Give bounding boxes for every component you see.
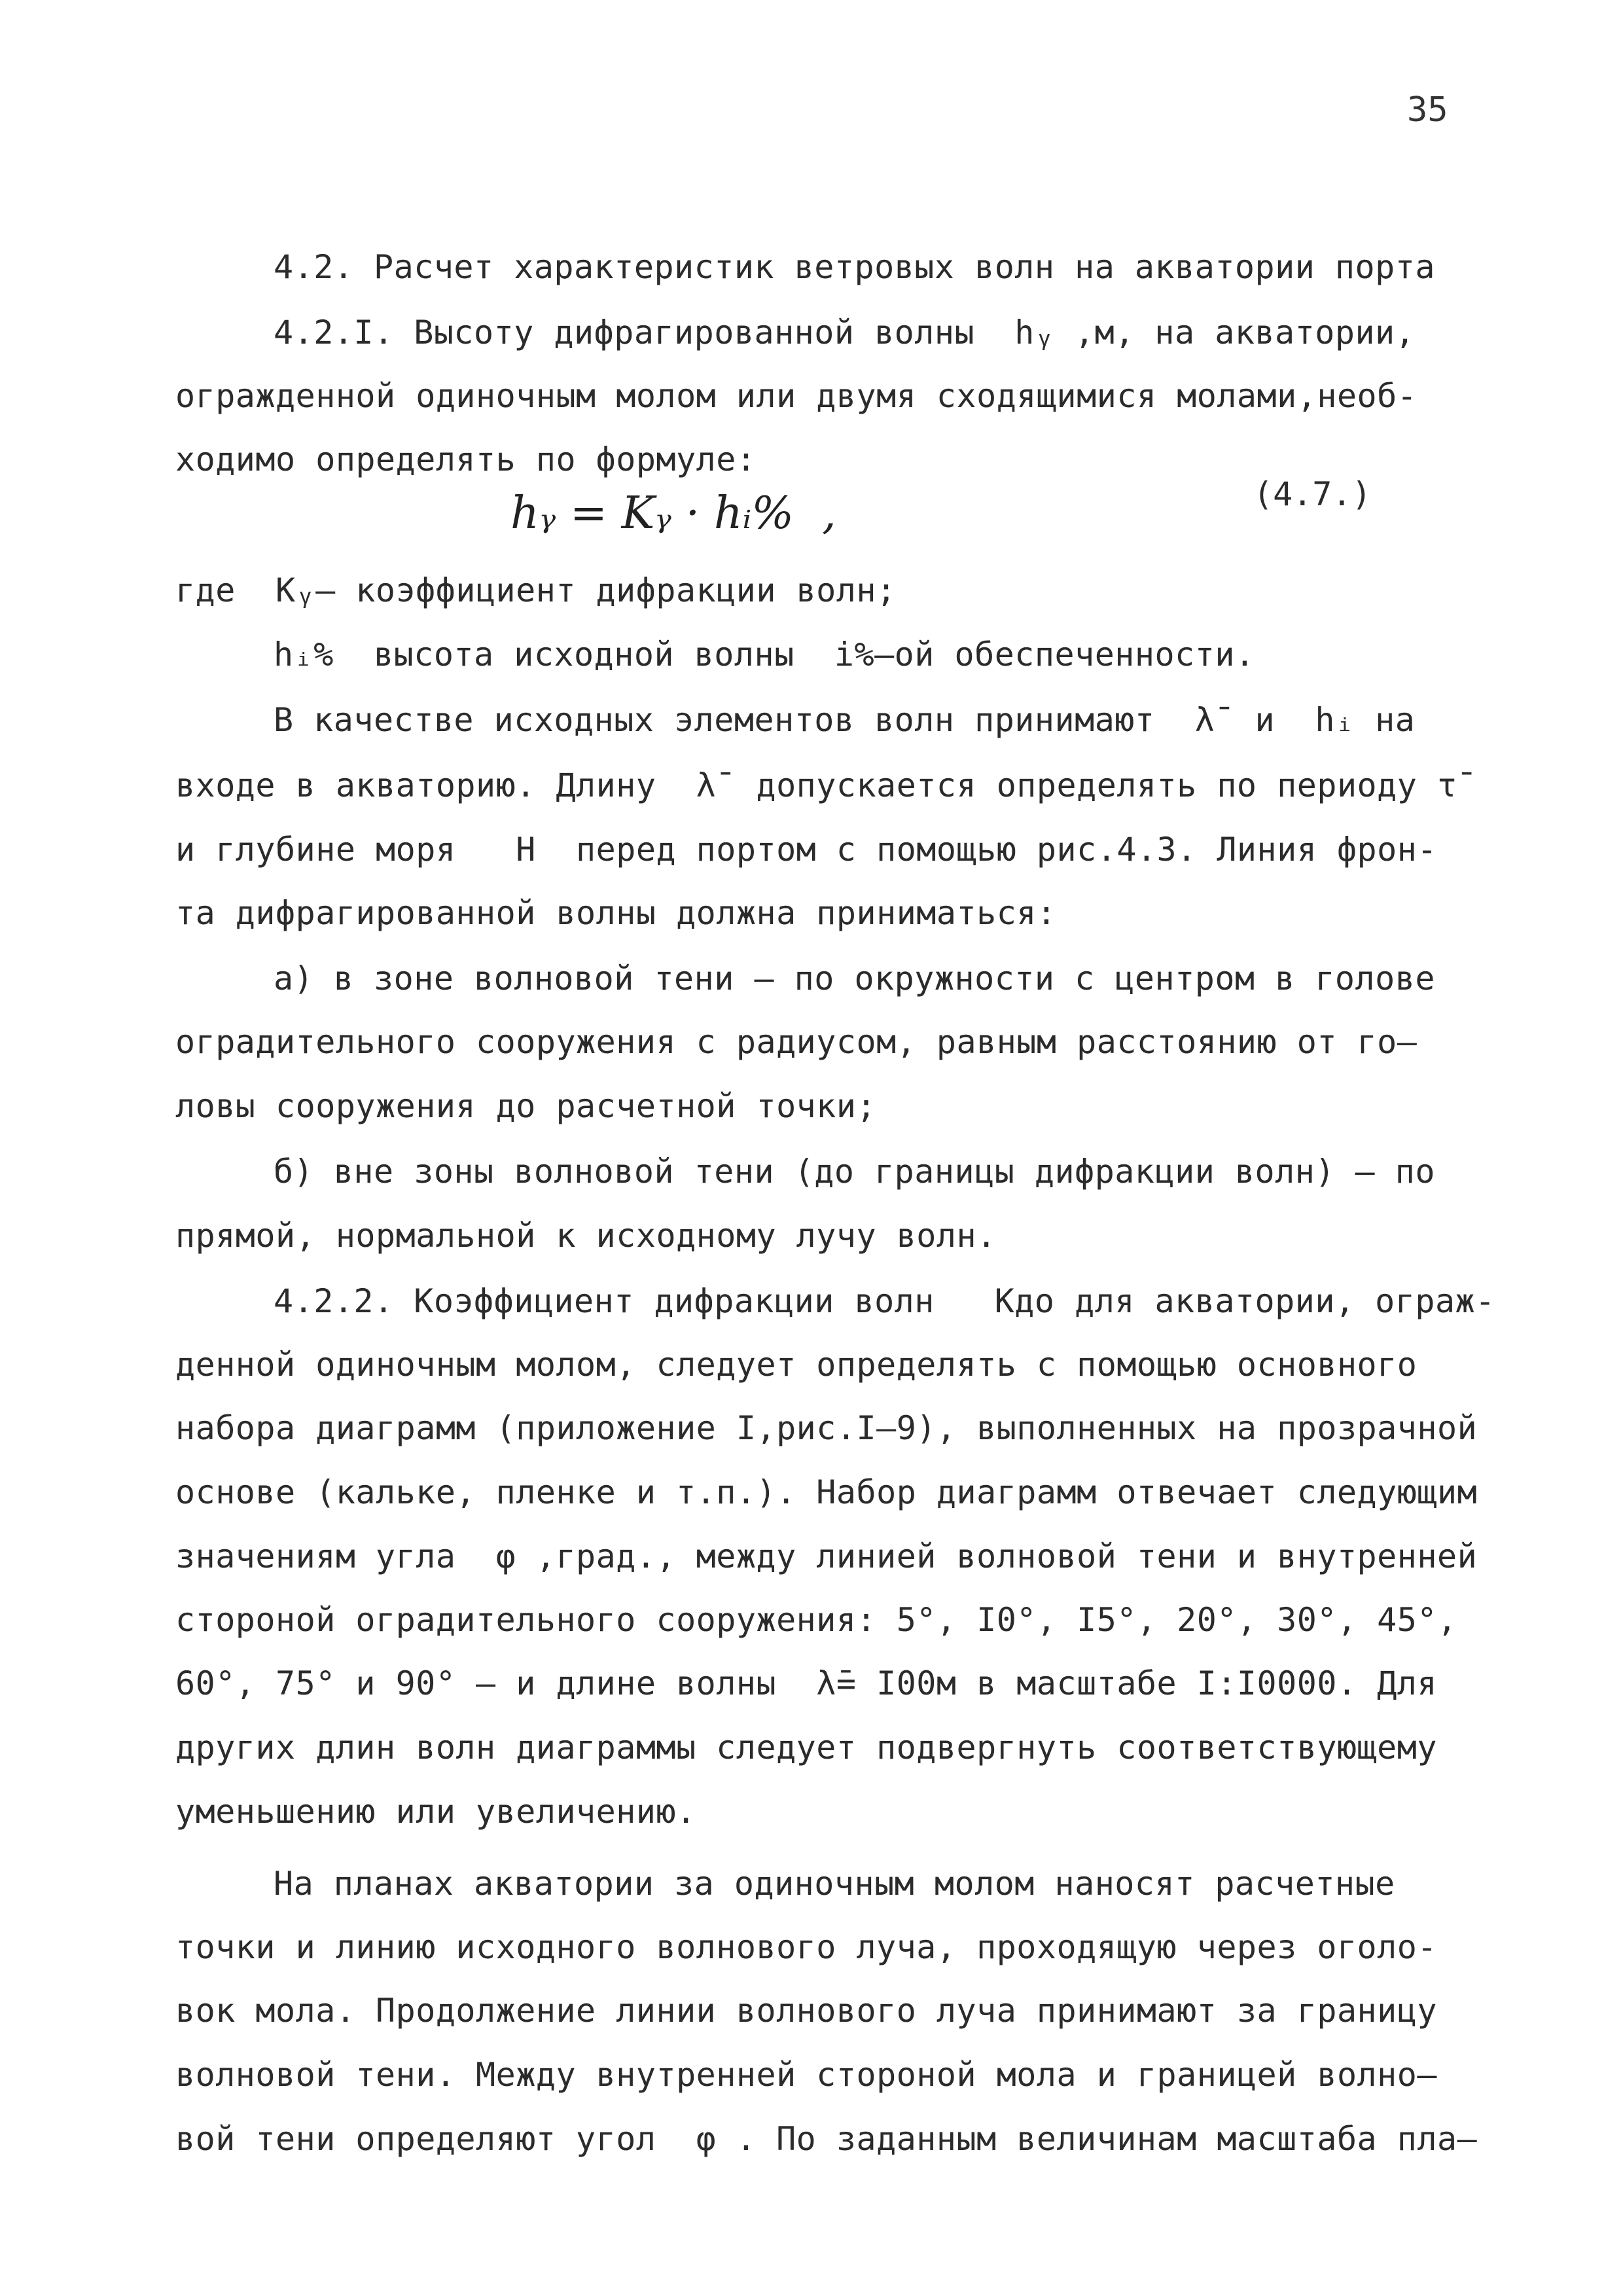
text-line: входе в акваторию. Длину λ̄ допускается определять по периоду τ̄ xyxy=(175,766,1457,804)
text-line: прямой, нормальной к исходному лучу волн. xyxy=(175,1217,997,1255)
text-line: огражденной одиночным молом или двумя сходящимися молами,необ- xyxy=(175,377,1418,415)
text-line: денной одиночным молом, следует определять с помощью основного xyxy=(175,1346,1418,1384)
text-line: та дифрагированной волны должна приниматься: xyxy=(175,894,1057,932)
list-item-b: б) вне зоны волновой тени (до границы дифракции волн) – по xyxy=(274,1153,1435,1191)
text-line: набора диаграмм (приложение I,рис.I–9), выполненных на прозрачной xyxy=(175,1409,1478,1447)
text-line: 4.2.2. Коэффициент дифракции волн Кдо для акватории, ограж- xyxy=(274,1282,1495,1320)
text-line: вой тени определяют угол φ . По заданным величинам масштаба пла– xyxy=(175,2120,1478,2158)
formula-number: (4.7.) xyxy=(1253,475,1372,513)
text-line: ходимо определять по формуле: xyxy=(175,440,757,478)
text-line: 60°, 75° и 90° – и длине волны λ̄= I00м в масштабе I:I0000. Для xyxy=(175,1664,1437,1702)
definition-line: hᵢ% высота исходной волны i%–ой обеспеченности. xyxy=(274,636,1255,673)
text-line: волновой тени. Между внутренней стороной мола и границей волно– xyxy=(175,2056,1437,2094)
text-line: ловы сооружения до расчетной точки; xyxy=(175,1087,877,1125)
list-item-a: а) в зоне волновой тени – по окружности с центром в голове xyxy=(274,960,1435,997)
page-number: 35 xyxy=(1407,90,1448,130)
text-line: значениям угла φ ,град., между линией волновой тени и внутренней xyxy=(175,1537,1478,1575)
text-line: вок мола. Продолжение линии волнового луча принимают за границу xyxy=(175,1992,1437,2030)
text-line: оградительного сооружения с радиусом, равным расстоянию от го– xyxy=(175,1023,1418,1061)
text-line: уменьшению или увеличению. xyxy=(175,1793,696,1831)
formula: hᵧ = Kᵧ · hᵢ% , xyxy=(510,488,836,539)
text-line: других длин волн диаграммы следует подвергнуть соответствующему xyxy=(175,1729,1437,1767)
text-line: На планах акватории за одиночным молом наносят расчетные xyxy=(274,1865,1395,1903)
text-line: В качестве исходных элементов волн принимают λ̄ и hᵢ на xyxy=(274,701,1416,739)
text-line: стороной оградительного сооружения: 5°, I0°, I5°, 20°, 30°, 45°, xyxy=(175,1601,1457,1639)
text-line: основе (кальке, пленке и т.п.). Набор диаграмм отвечает следующим xyxy=(175,1473,1478,1511)
text-line: точки и линию исходного волнового луча, проходящую через оголо- xyxy=(175,1928,1437,1966)
text-line: и глубине моря H перед портом с помощью рис.4.3. Линия фрон- xyxy=(175,831,1437,869)
text-line: 4.2.I. Высоту дифрагированной волны hᵧ ,м, на акватории, xyxy=(274,314,1416,351)
definition-line: где Kᵧ– коэффициент дифракции волн; xyxy=(175,571,897,609)
section-heading: 4.2. Расчет характеристик ветровых волн на акватории порта xyxy=(274,248,1435,286)
